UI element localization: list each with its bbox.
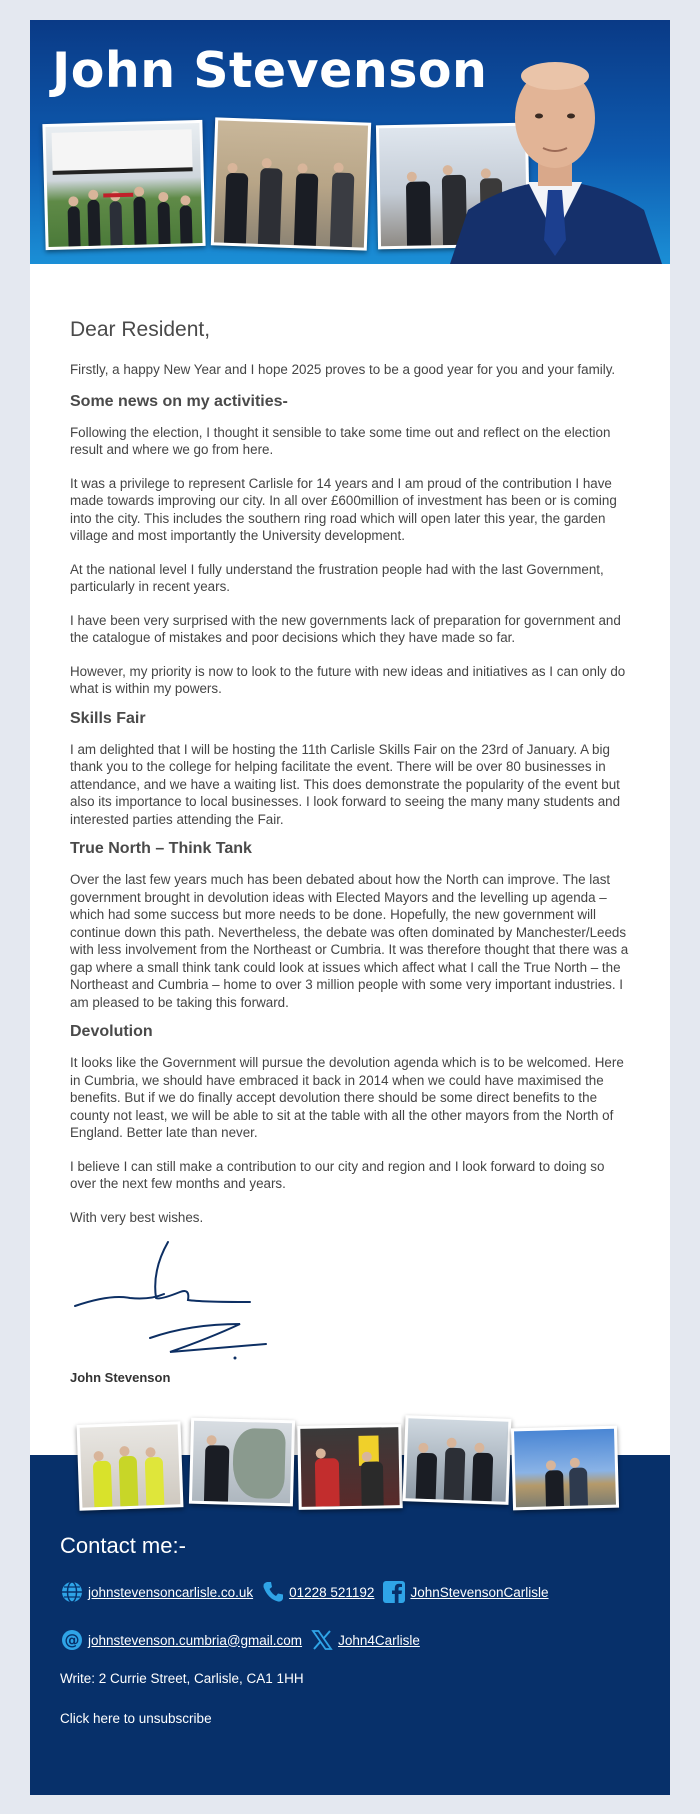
section-heading-activities: Some news on my activities-: [70, 392, 288, 410]
signature-scribble: [70, 1240, 270, 1364]
letter-body: [30, 264, 670, 1385]
section-heading-skills-fair: Skills Fair: [70, 709, 146, 727]
email-link[interactable]: johnstevenson.cumbria@gmail.com: [88, 1632, 303, 1648]
paragraph: At the national level I fully understand the frustration people had with the last Government, particularly in recent years.: [70, 561, 604, 594]
paragraph: I believe I can still make a contribution to our city and region and I look forward to doing so over the next few months and years.: [70, 1158, 605, 1191]
footer-photo-hi-vis: [77, 1421, 184, 1511]
footer-photo-city: [511, 1426, 619, 1511]
contact-phone: [261, 1580, 374, 1604]
header-name: John Stevenson: [52, 42, 488, 99]
footer-photo-strip: [30, 1415, 670, 1515]
contact-title: Contact me:-: [60, 1533, 186, 1558]
email-container: [30, 20, 670, 1795]
header-photo-meeting: [211, 117, 371, 250]
x-twitter-icon: [310, 1628, 334, 1652]
section-heading-devolution: Devolution: [70, 1023, 153, 1040]
footer-photo-event: [403, 1415, 512, 1505]
footer-contact: [30, 1515, 670, 1795]
footer-photo-map: [189, 1418, 295, 1507]
twitter-link[interactable]: John4Carlisle: [338, 1632, 420, 1648]
phone-icon: [261, 1580, 285, 1604]
header-banner: [30, 20, 670, 264]
signature-name: John Stevenson: [70, 1370, 171, 1385]
contact-email: [60, 1628, 302, 1652]
paragraph: However, my priority is now to look to the future with new ideas and initiatives as I can only do what is within my powers.: [70, 663, 626, 696]
header-photo-ribbon-cutting: [42, 120, 205, 250]
greeting: Dear Resident,: [70, 318, 211, 341]
globe-icon: [60, 1580, 84, 1604]
section-heading-true-north: True North – Think Tank: [70, 840, 252, 857]
signature-image: [70, 1240, 630, 1364]
paragraph: Following the election, I thought it sensible to take some time out and reflect on the election result and where we go from here.: [70, 424, 611, 457]
website-link[interactable]: johnstevensoncarlisle.co.uk: [88, 1584, 254, 1600]
paragraph: It was a privilege to represent Carlisle for 14 years and I am proud of the contribution I have made towards improving our city. In all over £600million of investment has been or is coming into the city. This includes the southern ring road which will open later this year, the garden village and most importantly the University development.: [70, 475, 617, 543]
facebook-link[interactable]: JohnStevensonCarlisle: [410, 1584, 549, 1600]
footer-photo-students: [297, 1424, 402, 1510]
contact-twitter: [310, 1628, 420, 1652]
portrait-john-stevenson: [440, 40, 670, 264]
paragraph: I have been very surprised with the new governments lack of preparation for government and the catalogue of mistakes and poor decisions which they have made so far.: [70, 612, 621, 645]
unsubscribe-link[interactable]: Click here to unsubscribe: [60, 1711, 212, 1726]
paragraph: I am delighted that I will be hosting the 11th Carlisle Skills Fair on the 23rd of January. A big thank you to the college for helping facilitate the event. There will be over 80 businesses in attendance, and we have a waiting list. This does demonstrate the popularity of the event but also its importance to local businesses. I look forward to seeing the many many students and interested parties attending the Fair.: [70, 741, 621, 827]
contact-website: [60, 1580, 253, 1604]
svg-text:@: @: [64, 1631, 80, 1649]
paragraph: It looks like the Government will pursue the devolution agenda which is to be welcomed. Here in Cumbria, we should have embraced it back in 2014 when we could have maximised the benefits. But if we do finally accept devolution there should be some direct benefits to the county not least, we will be able to sit at the table with all the other mayors from the North of England. Better late than never.: [70, 1055, 624, 1140]
postal-address: Write: 2 Currie Street, Carlisle, CA1 1HH: [60, 1671, 304, 1686]
paragraph: Over the last few years much has been debated about how the North can improve. The last government brought in devolution ideas with Elected Mayors and the levelling up agenda – which had some success but more needs to be done. Hopefully, the new government will continue down this path. Nevertheless, the debate was often dominated by Manchester/Leeds with less involvement from the Northeast or Cumbria. It was therefore thought that there was a gap where a small think tank could look at issues which affect what I call the True North – the Northeast and Cumbria – home to over 3 million people with some very important industries. I am pleased to be taking this forward.: [70, 872, 629, 1010]
facebook-icon: [382, 1580, 406, 1604]
closing: With very best wishes.: [70, 1209, 204, 1225]
contact-row-1: [60, 1579, 640, 1605]
contact-row-2: [60, 1627, 640, 1653]
contact-facebook: [382, 1580, 548, 1604]
phone-link[interactable]: 01228 521192: [289, 1584, 375, 1600]
intro-paragraph: Firstly, a happy New Year and I hope 2025 proves to be a good year for you and your family.: [70, 362, 616, 377]
at-sign-icon: [60, 1628, 84, 1652]
